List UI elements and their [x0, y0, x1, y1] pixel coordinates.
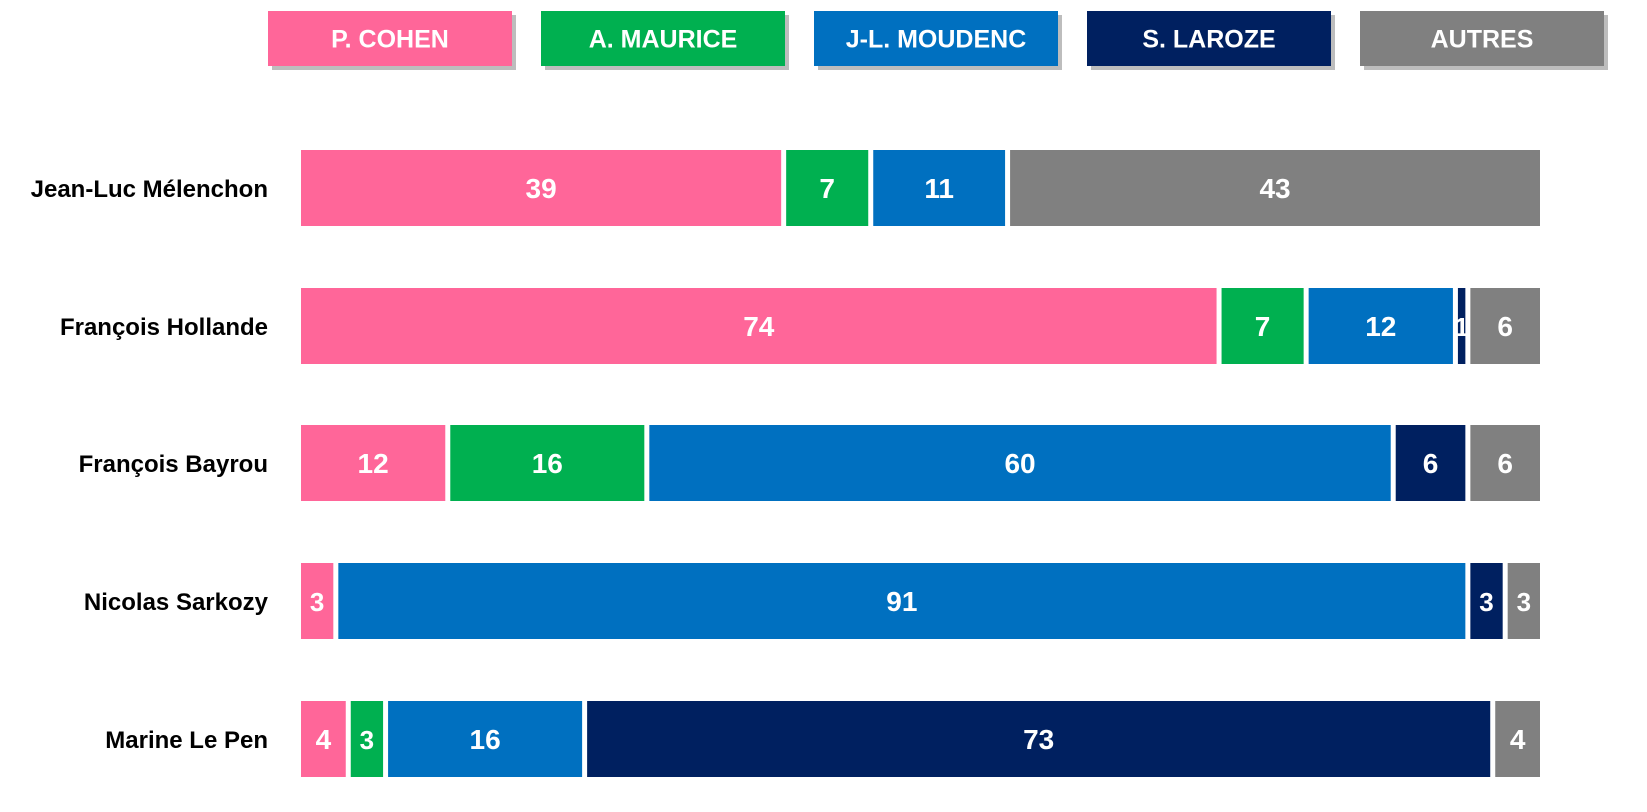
category-label: François Hollande: [59, 314, 268, 341]
data-label: 3: [1516, 587, 1532, 617]
chart-rows: [31, 150, 1540, 777]
data-label: 4: [1509, 724, 1526, 755]
legend-label: AUTRES: [1430, 25, 1534, 54]
data-label: 7: [819, 173, 835, 204]
data-label: 1: [1454, 312, 1469, 342]
data-label: 73: [1023, 724, 1055, 755]
data-label: 16: [531, 448, 563, 479]
category-label: Jean-Luc Mélenchon: [30, 176, 268, 203]
data-label: 11: [924, 173, 954, 204]
legend-label: J-L. MOUDENC: [845, 25, 1027, 54]
bar-row-francois-hollande: [60, 288, 1540, 364]
data-label: 16: [469, 724, 501, 755]
data-label: 7: [1254, 311, 1271, 342]
legend-label: S. LAROZE: [1142, 25, 1276, 54]
data-label: 39: [525, 173, 557, 204]
legend-label: P. COHEN: [331, 25, 449, 54]
legend-item-a-maurice: [541, 11, 789, 70]
bar-row-nicolas-sarkozy: [84, 563, 1540, 639]
bar-row-jean-luc-melenchon: [31, 150, 1540, 226]
bar-row-francois-bayrou: [79, 425, 1540, 501]
data-label: 3: [359, 725, 375, 755]
legend-item-autres: [1360, 11, 1608, 70]
data-label: 12: [1365, 311, 1397, 342]
legend-item-j-l-moudenc: [814, 11, 1062, 70]
legend-item-s-laroze: [1087, 11, 1335, 70]
data-label: 91: [886, 586, 918, 617]
data-label: 12: [357, 448, 389, 479]
data-label: 4: [315, 724, 332, 755]
data-label: 6: [1497, 311, 1513, 342]
legend-item-p-cohen: [268, 11, 516, 70]
bar-row-marine-le-pen: [105, 701, 1540, 777]
data-label: 3: [1479, 587, 1494, 617]
legend: [268, 11, 1608, 70]
category-label: Marine Le Pen: [105, 727, 268, 754]
legend-label: A. MAURICE: [588, 25, 738, 54]
category-label: Nicolas Sarkozy: [83, 589, 268, 616]
data-label: 74: [743, 311, 775, 342]
data-label: 6: [1497, 448, 1513, 479]
data-label: 3: [309, 587, 325, 617]
category-label: François Bayrou: [78, 451, 268, 478]
data-label: 60: [1004, 448, 1036, 479]
data-label: 43: [1259, 173, 1291, 204]
data-label: 6: [1422, 448, 1439, 479]
